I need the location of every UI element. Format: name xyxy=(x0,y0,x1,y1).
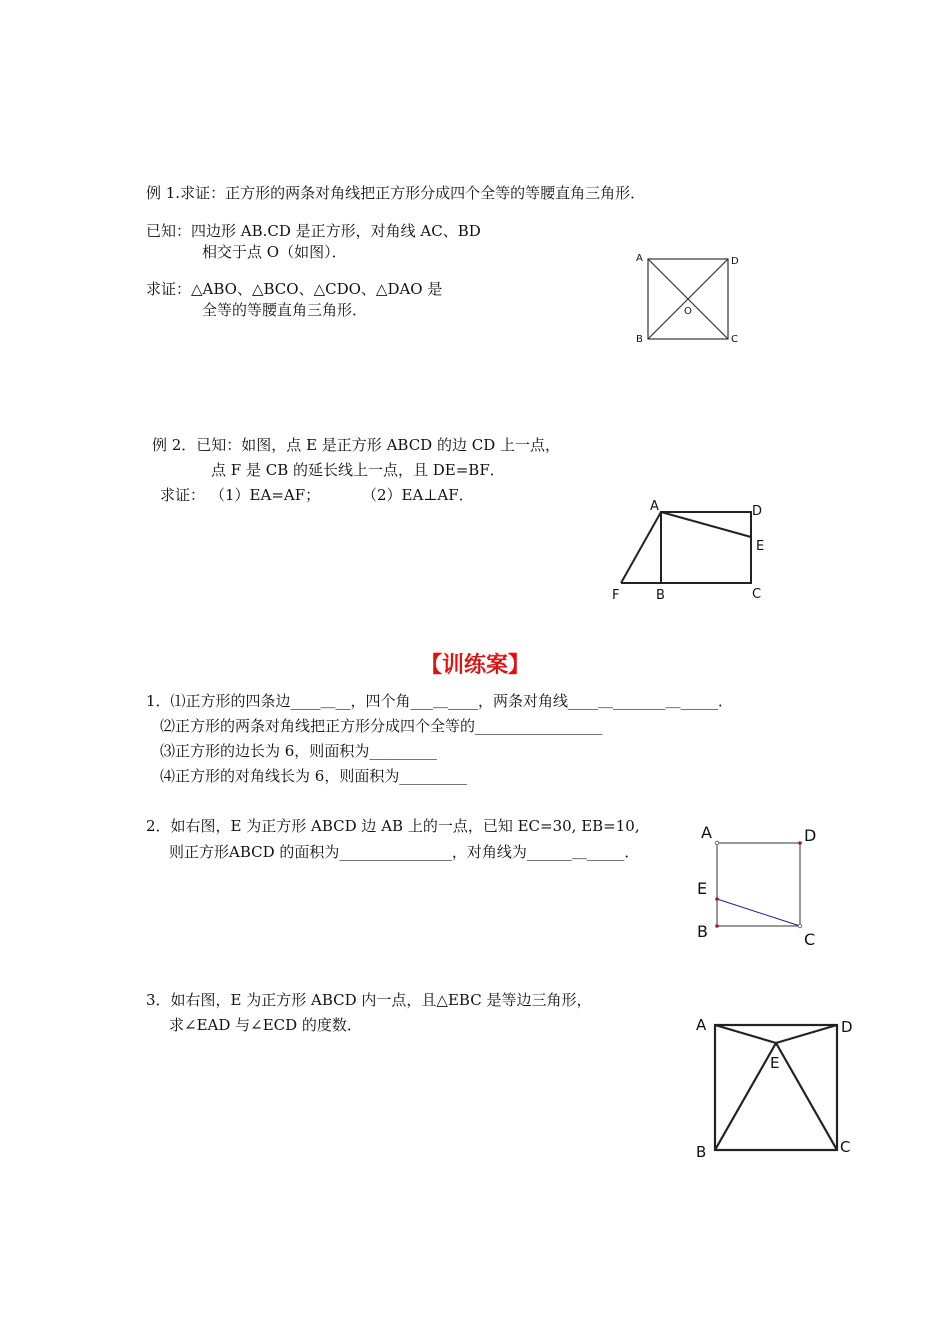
label-b: B xyxy=(696,1143,707,1161)
label-a: A xyxy=(701,823,712,842)
example1-given-line2: 相交于点 O（如图）． xyxy=(202,243,347,261)
q2-line1: 2．如右图，E 为正方形 ABCD 边 AB 上的一点，已知 EC=30, EB=10, xyxy=(146,817,640,835)
q3-line1: 3．如右图，E 为正方形 ABCD 内一点，且△EBC 是等边三角形， xyxy=(146,991,592,1009)
segment-be xyxy=(715,1043,776,1150)
q2-figure xyxy=(690,820,830,950)
example2-line2: 点 F 是 CB 的延长线上一点，且 DE=BF． xyxy=(211,461,505,479)
example1-figure xyxy=(630,248,750,348)
q2-line2: 则正方形ABCD 的面积为_______________，对角线为______＿_____． xyxy=(169,843,640,861)
segment-ec xyxy=(717,899,800,926)
label-c: C xyxy=(752,587,762,602)
segment-af xyxy=(621,512,661,583)
example2-prove1: （1）EA=AF； xyxy=(210,486,321,504)
q1-line3: ⑶正方形的边长为 6，则面积为_________ xyxy=(160,742,437,760)
label-e: E xyxy=(770,1054,780,1072)
example2-prove2: （2）EA⊥AF． xyxy=(362,486,474,504)
q3-figure xyxy=(690,1010,870,1165)
label-c: C xyxy=(804,930,816,949)
point-e xyxy=(715,897,719,901)
label-a: A xyxy=(650,499,659,514)
label-d: D xyxy=(752,504,763,519)
point-a xyxy=(715,841,719,845)
label-d: D xyxy=(841,1018,853,1036)
label-e: E xyxy=(697,879,708,898)
point-c xyxy=(798,924,802,928)
label-d: D xyxy=(804,826,817,845)
label-b: B xyxy=(656,588,665,603)
label-a: A xyxy=(636,253,643,264)
point-d xyxy=(798,841,802,845)
square-abcd xyxy=(717,843,800,926)
label-b: B xyxy=(697,922,708,941)
label-b: B xyxy=(636,334,643,345)
square-abcd xyxy=(661,512,751,583)
label-e: E xyxy=(756,539,765,554)
segment-ce xyxy=(776,1043,837,1150)
point-b xyxy=(715,924,719,928)
example1-prove-line1: 求证：△ABO、△BCO、△CDO、△DAO 是 xyxy=(146,280,443,298)
label-o: O xyxy=(684,306,692,317)
label-d: D xyxy=(731,256,739,267)
segment-ae xyxy=(715,1025,776,1043)
label-c: C xyxy=(731,334,738,345)
example1-prove-line2: 全等的等腰直角三角形． xyxy=(202,301,368,319)
example2-line1: 例 2．已知：如图，点 E 是正方形 ABCD 的边 CD 上一点， xyxy=(152,436,561,454)
label-f: F xyxy=(612,588,620,603)
q3-line2: 求∠EAD 与∠ECD 的度数． xyxy=(169,1016,362,1034)
segment-de xyxy=(776,1025,837,1043)
label-c: C xyxy=(840,1138,851,1156)
example1-title: 例 1.求证：正方形的两条对角线把正方形分成四个全等的等腰直角三角形． xyxy=(146,184,646,202)
section-title: 【训练案】 xyxy=(419,653,530,678)
q1-line2: ⑵正方形的两条对角线把正方形分成四个全等的_________________ xyxy=(160,717,603,735)
example1-given-line1: 已知：四边形 AB.CD 是正方形，对角线 AC、BD xyxy=(146,222,481,240)
label-a: A xyxy=(696,1016,707,1034)
q1-line4: ⑷正方形的对角线长为 6，则面积为_________ xyxy=(160,767,467,785)
q1-line1: 1．⑴正方形的四条边____＿__，四个角___＿____，两条对角线____＿_______＿_____． xyxy=(146,692,734,710)
example2-prove-label: 求证： xyxy=(160,486,206,504)
example2-figure xyxy=(600,495,780,610)
segment-ae xyxy=(661,512,751,537)
